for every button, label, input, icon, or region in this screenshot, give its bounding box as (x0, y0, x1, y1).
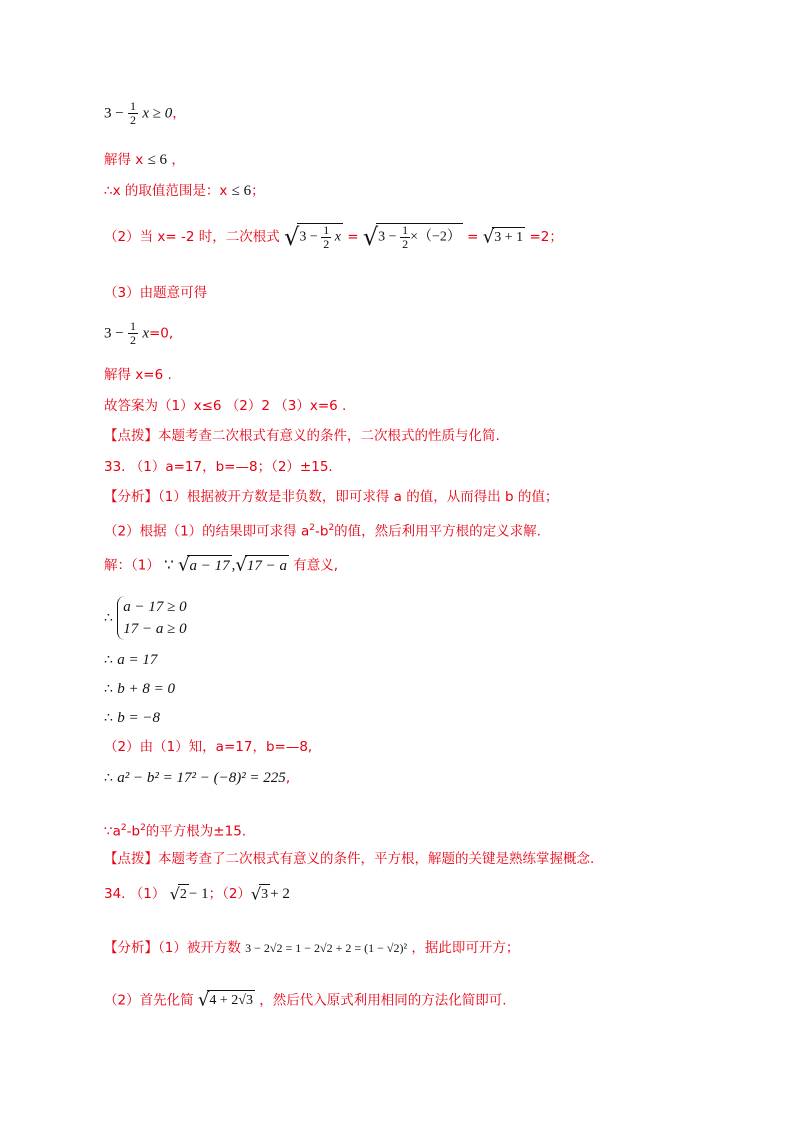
text: （2）首先化简 (104, 992, 194, 1009)
text: -b (126, 823, 141, 840)
fraction (128, 100, 138, 127)
text: ，然后代入原式利用相同的方法化简即可. (259, 992, 507, 1009)
text: 【点拨】本题考查了二次根式有意义的条件，平方根，解题的关键是熟练掌握概念. (104, 851, 595, 867)
radical-b: √17 − a (235, 554, 287, 576)
rad-expr: 3 − (299, 229, 318, 245)
text: （2）由（1）知，a=17，b=—8, (104, 739, 313, 755)
text: 解：（1） (104, 557, 160, 574)
text: 解得 x (104, 152, 144, 168)
math: 3 − 2√2 = 1 − 2√2 + 2 = (1 − √2)² (245, 941, 408, 955)
frac-den: 2 (130, 113, 137, 127)
line-18 (104, 737, 312, 757)
text: 的值，然后利用平方根的定义求解. (334, 523, 541, 540)
line-24 (104, 990, 507, 1011)
line-13 (104, 555, 338, 576)
system-row: 17 − a ≥ 0 (123, 621, 187, 637)
therefore-symbol: ∴ (104, 610, 113, 626)
frac-num: 1 (130, 99, 137, 113)
math-expr: 3 − (104, 105, 124, 122)
math: ≤ 6 (231, 183, 252, 199)
line-8 (104, 396, 346, 416)
radical-2: √3 − $\frac{1}{2}$ ×（−2） (362, 223, 461, 251)
text: 【分析】（1）根据被开方数是非负数，即可求得 a 的值，从而得出 b 的值； (104, 489, 559, 505)
text: ， (167, 152, 185, 168)
comma: , (285, 770, 291, 786)
line-12: （2）根据（1）的结果即可求得 $a^2-b^2$的值，然后利用平方根的定义求解. (104, 523, 541, 540)
text: ；（2） (208, 886, 251, 902)
line-10 (104, 457, 333, 477)
therefore-symbol: ∴ (104, 652, 113, 668)
line-9 (104, 426, 500, 446)
system-row: a − 17 ≥ 0 (123, 599, 187, 615)
inequality-system (117, 596, 186, 640)
line-20: $\because a^2-b^2$的平方根为±15. (104, 823, 247, 840)
text: 【分析】（1）被开方数 (104, 940, 241, 956)
equals: = (347, 229, 359, 245)
text: 的平方根为±15. (145, 823, 247, 840)
line-22 (104, 884, 290, 905)
line-19 (104, 768, 290, 788)
math: + 2 (270, 886, 290, 902)
radical-sqrt2: √2 (169, 884, 187, 904)
math-expr: x ≥ 0 (142, 105, 173, 122)
line-16 (104, 679, 175, 699)
text: ∵a (104, 823, 121, 840)
line-15 (104, 650, 157, 670)
line-17 (104, 708, 160, 728)
text: （3）由题意可得 (104, 285, 208, 301)
math: a = 17 (117, 652, 158, 668)
text: -b (314, 523, 329, 540)
text: 33. （1）a=17，b=—8；（2）±15. (104, 459, 333, 475)
math: − 1 (188, 886, 209, 902)
rad-expr: 3 + 1 (492, 227, 525, 248)
line-7 (104, 365, 172, 385)
because-symbol: ∵ (164, 557, 174, 574)
math: a² − b² = 17² − (−8)² = 225 (117, 770, 286, 786)
math: b = −8 (117, 710, 160, 726)
line-4 (104, 223, 563, 251)
frac-den: 2 (323, 237, 330, 251)
line-1 (104, 100, 186, 127)
line-3 (104, 181, 265, 201)
text: 解得 x=6 . (104, 367, 172, 383)
comma: , (231, 557, 236, 574)
text: =0, (148, 325, 174, 342)
text: 有意义, (293, 557, 339, 574)
text: （2）根据（1）的结果即可求得 a (104, 523, 310, 540)
line-23 (104, 938, 519, 958)
frac-den: 2 (402, 237, 409, 251)
frac-num: 1 (130, 319, 137, 333)
frac-num: 1 (323, 223, 330, 237)
result: =2； (529, 229, 563, 245)
rad-expr: 3 (259, 884, 270, 905)
frac-den: 2 (130, 333, 137, 347)
fraction (128, 320, 138, 347)
rad-expr: 4 + 2√3 (207, 990, 255, 1011)
radical-sqrt-4-2sqrt3: √4 + 2√3 (197, 989, 253, 1011)
line-2 (104, 150, 185, 170)
rad-var: x (334, 229, 341, 245)
punct: ， (172, 105, 186, 122)
text: 【点拨】本题考查二次根式有意义的条件，二次根式的性质与化简. (104, 428, 500, 444)
rad-expr: 3 − (378, 229, 397, 245)
line-5 (104, 283, 207, 303)
radical-3: √3 + 1 (482, 226, 524, 247)
math-expr: x (142, 325, 149, 342)
rad-expr: ×（−2） (410, 229, 461, 245)
line-14 (104, 596, 187, 640)
text: ； (251, 183, 265, 199)
line-6 (104, 320, 173, 347)
text: 故答案为（1）x≤6 （2）2 （3）x=6 . (104, 398, 347, 414)
math: ≤ 6 (147, 152, 168, 168)
text: ∴x 的取值范围是：x (104, 183, 228, 199)
text: （2）当 x= -2 时，二次根式 (104, 229, 280, 245)
rad-expr: 17 − a (245, 555, 289, 576)
therefore-symbol: ∴ (104, 770, 113, 786)
math-expr: 3 − (104, 325, 124, 342)
rad-expr: 2 (178, 884, 189, 905)
text: 34. （1） (104, 886, 166, 902)
therefore-symbol: ∴ (104, 710, 113, 726)
rad-expr: a − 17 (187, 555, 231, 576)
radical-1: √3 − $\frac{1}{2}$ x (284, 223, 341, 251)
text: ，据此即可开方； (411, 940, 520, 956)
radical-a: √a − 17 (177, 554, 230, 576)
math: b + 8 = 0 (117, 681, 175, 697)
equals: = (467, 229, 479, 245)
line-11 (104, 487, 558, 507)
radical-sqrt3: √3 (250, 884, 269, 904)
frac-num: 1 (402, 223, 409, 237)
therefore-symbol: ∴ (104, 681, 113, 697)
line-21 (104, 849, 594, 869)
